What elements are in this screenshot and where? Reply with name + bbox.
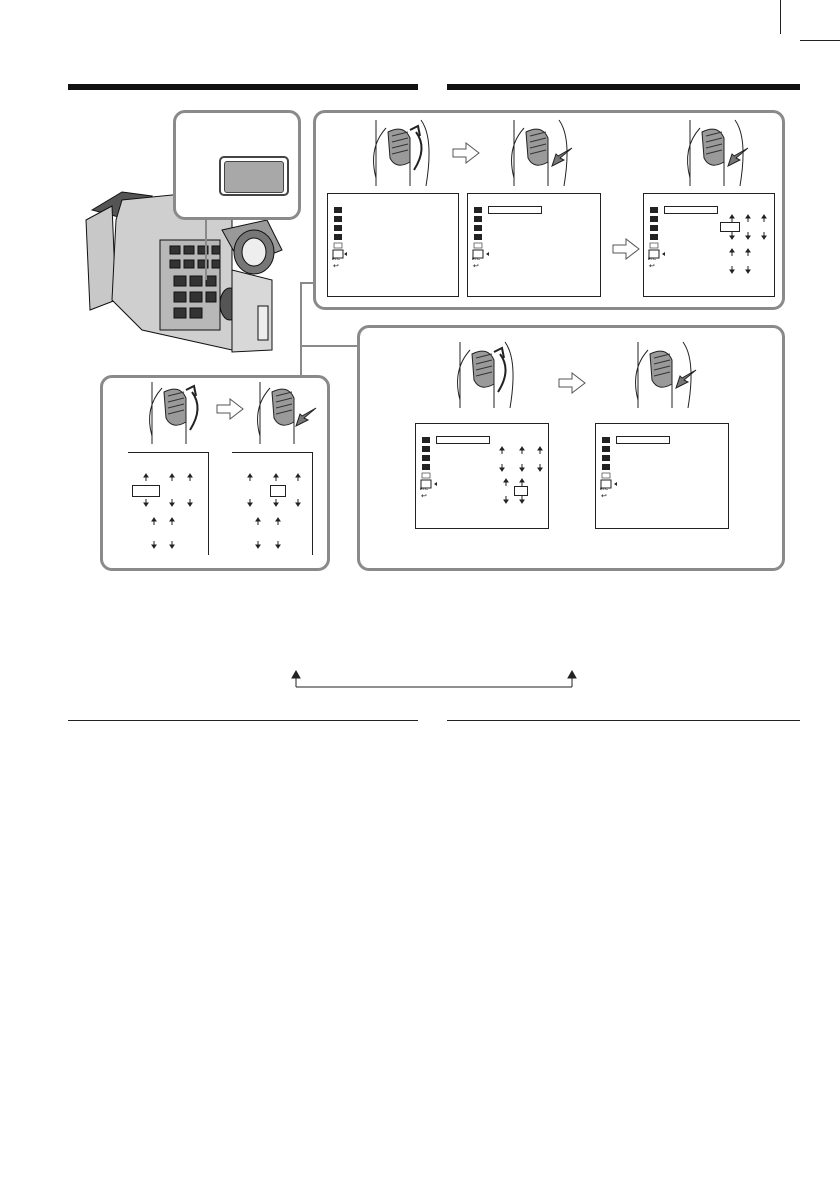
menu-highlight-bar [436,436,490,444]
leader-line-dial-v [300,282,302,378]
toggle-bracket [288,670,578,690]
dial-turn-1 [366,118,436,186]
menu-icon-column [420,436,434,512]
menu-screen-4 [415,423,549,529]
value-arrows [496,444,550,524]
return-icon: ↩ [473,263,479,270]
return-icon: ↩ [333,263,339,270]
section-rule-right [447,720,800,721]
dial-turn-2 [450,340,520,408]
etc-label: ETC [600,486,608,491]
menu-screen-2 [467,193,601,297]
menu-icon-column [332,206,346,282]
partial-screen-1 [128,452,209,555]
step-arrow-2 [612,238,640,260]
etc-label: ETC [472,256,480,261]
dial-turn-3 [142,380,212,444]
value-arrows [726,212,776,282]
dial-press-4 [250,380,320,444]
header-bar-right [447,84,800,90]
step-arrow-4 [216,398,244,420]
menu-screen-3 [643,193,775,297]
header-bar-left [68,84,418,90]
step-arrow-1 [452,142,480,164]
menu-highlight-bar [664,206,718,214]
etc-label: ETC [648,256,656,261]
dial-press-3 [628,340,698,408]
section-rule-left [68,720,418,721]
step-arrow-3 [558,372,586,394]
dial-press-2 [680,118,750,186]
leader-line-button [205,220,207,280]
menu-icon-column [600,436,614,512]
etc-label: ETC [420,486,428,491]
menu-highlight-bar [488,206,542,214]
menu-screen-1 [327,193,459,297]
return-icon: ↩ [649,263,655,270]
leader-line-dial-mid [300,345,360,347]
return-icon: ↩ [601,493,607,500]
etc-label: ETC [332,256,340,261]
menu-icon-column [648,206,662,282]
menu-button[interactable] [219,156,289,196]
crop-mark-horizontal [800,40,840,41]
crop-mark-vertical [780,0,781,34]
partial-screen-2 [232,452,313,555]
menu-icon-column [472,206,486,282]
menu-screen-5 [595,423,729,529]
menu-highlight-bar [616,436,670,444]
dial-press-1 [504,118,574,186]
return-icon: ↩ [421,493,427,500]
